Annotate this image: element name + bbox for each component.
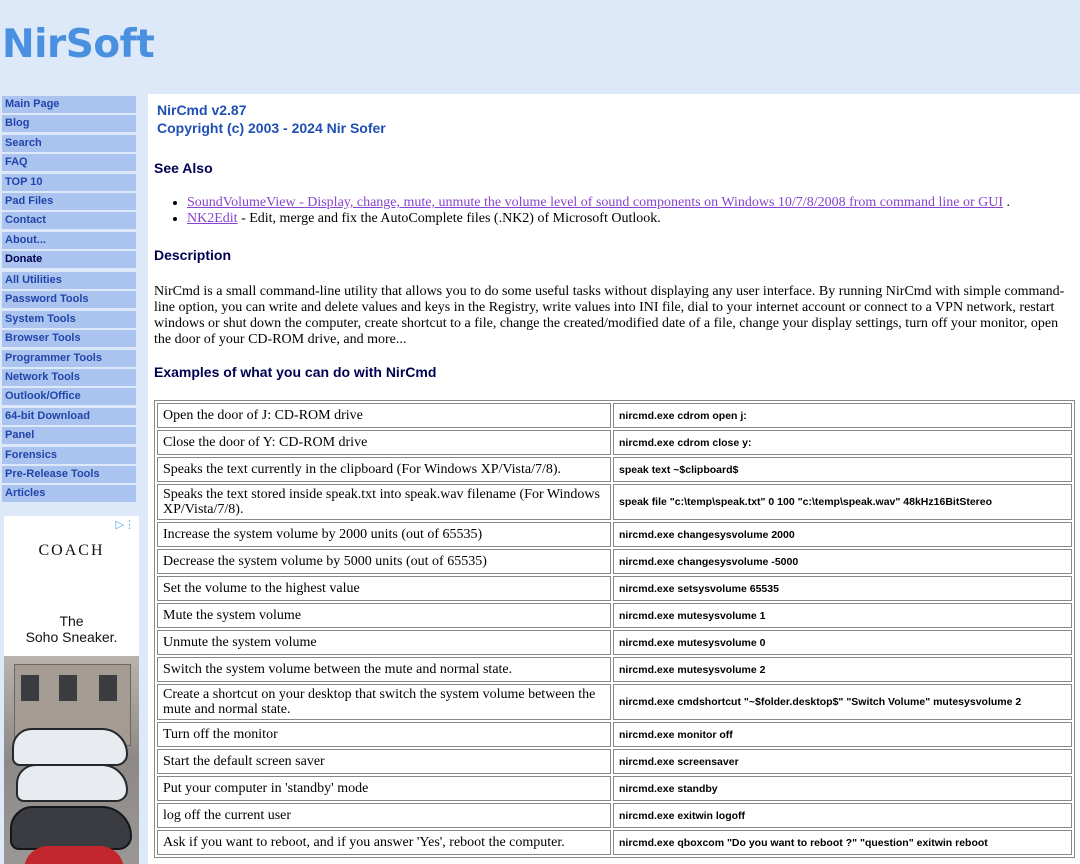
table-row — [157, 403, 1072, 428]
example-command: nircmd.exe setsysvolume 65535 — [613, 576, 1072, 601]
table-row — [157, 749, 1072, 774]
table-row — [157, 830, 1072, 855]
examples-table — [154, 400, 1075, 858]
sidebar-item-outlook-office[interactable]: Outlook/Office — [2, 388, 136, 405]
example-description: Put your computer in 'standby' mode — [157, 776, 611, 801]
table-row — [157, 430, 1072, 455]
sidebar-item-articles[interactable]: Articles — [2, 485, 136, 502]
sidebar-item-faq[interactable]: FAQ — [2, 154, 136, 171]
example-description: Speaks the text stored inside speak.txt into speak.wav filename (For Windows XP/Vista/7/8). — [157, 484, 611, 520]
table-row — [157, 803, 1072, 828]
advertisement[interactable] — [4, 516, 139, 864]
example-command: speak file "c:\temp\speak.txt" 0 100 "c:\temp\speak.wav" 48kHz16BitStereo — [613, 484, 1072, 520]
example-command: speak text ~$clipboard$ — [613, 457, 1072, 482]
sneaker-shape — [12, 728, 128, 766]
red-surface-shape — [24, 846, 124, 864]
sidebar-item-about[interactable]: About... — [2, 232, 136, 249]
example-command: nircmd.exe mutesysvolume 2 — [613, 657, 1072, 682]
example-description: Unmute the system volume — [157, 630, 611, 655]
sidebar-item-blog[interactable]: Blog — [2, 115, 136, 132]
ad-tagline: The Soho Sneaker. — [25, 613, 118, 645]
table-row — [157, 484, 1072, 520]
nk2edit-link[interactable]: NK2Edit — [187, 211, 238, 226]
table-row — [157, 549, 1072, 574]
example-command: nircmd.exe changesysvolume -5000 — [613, 549, 1072, 574]
see-also-heading: See Also — [154, 160, 213, 176]
table-row — [157, 603, 1072, 628]
sidebar-item-system-tools[interactable]: System Tools — [2, 311, 136, 328]
table-row — [157, 457, 1072, 482]
example-command: nircmd.exe mutesysvolume 0 — [613, 630, 1072, 655]
example-description: log off the current user — [157, 803, 611, 828]
description-text: NirCmd is a small command-line utility that allows you to do some useful tasks without displaying any user interface. By running NirCmd with simple command-line option, you can write and delete values and keys in the Registry, write values into INI file, dial to your internet account or connect to a VPN network, restart windows or shut down the computer, create shortcut to a file, change the created/modified date of a file, change your display settings, turn off your monitor, open the door of your CD-ROM drive, and more... — [154, 284, 1065, 347]
sidebar-menu-main — [2, 96, 136, 271]
nirsoft-logo[interactable]: NirSoft — [2, 22, 155, 67]
sneaker-shape — [10, 806, 132, 850]
ad-brand: COACH — [38, 542, 105, 559]
sneaker-shape — [16, 764, 128, 802]
example-description: Start the default screen saver — [157, 749, 611, 774]
example-command: nircmd.exe qboxcom "Do you want to reboot ?" "question" exitwin reboot — [613, 830, 1072, 855]
sidebar-item-forensics[interactable]: Forensics — [2, 447, 136, 464]
example-command: nircmd.exe exitwin logoff — [613, 803, 1072, 828]
example-command: nircmd.exe changesysvolume 2000 — [613, 522, 1072, 547]
sidebar-item-network-tools[interactable]: Network Tools — [2, 369, 136, 386]
example-command: nircmd.exe cdrom open j: — [613, 403, 1072, 428]
table-row — [157, 657, 1072, 682]
example-description: Create a shortcut on your desktop that switch the system volume between the mute and normal state. — [157, 684, 611, 720]
sidebar-item-64-bit-download[interactable]: 64-bit Download — [2, 408, 136, 425]
example-command: nircmd.exe cdrom close y: — [613, 430, 1072, 455]
sidebar-item-main-page[interactable]: Main Page — [2, 96, 136, 113]
sidebar-item-password-tools[interactable]: Password Tools — [2, 291, 136, 308]
sidebar-item-panel[interactable]: Panel — [2, 427, 136, 444]
main-content — [148, 94, 1080, 864]
example-description: Turn off the monitor — [157, 722, 611, 747]
sidebar-item-top-10[interactable]: TOP 10 — [2, 174, 136, 191]
page-title: NirCmd v2.87 Copyright (c) 2003 - 2024 Nir Sofer — [157, 102, 386, 136]
example-command: nircmd.exe monitor off — [613, 722, 1072, 747]
soundvolumeview-link[interactable]: SoundVolumeView - Display, change, mute, unmute the volume level of sound components on Windows 10/7/8/2008 from command line or GUI — [187, 195, 1004, 210]
example-description: Speaks the text currently in the clipboard (For Windows XP/Vista/7/8). — [157, 457, 611, 482]
table-row — [157, 684, 1072, 720]
example-description: Switch the system volume between the mute and normal state. — [157, 657, 611, 682]
ad-sneaker-image — [4, 656, 139, 864]
example-description: Mute the system volume — [157, 603, 611, 628]
example-description: Close the door of Y: CD-ROM drive — [157, 430, 611, 455]
sidebar-item-programmer-tools[interactable]: Programmer Tools — [2, 350, 136, 367]
site-header — [0, 0, 1080, 94]
table-row — [157, 522, 1072, 547]
table-row — [157, 776, 1072, 801]
sidebar-menu-categories — [2, 272, 136, 505]
example-description: Set the volume to the highest value — [157, 576, 611, 601]
example-command: nircmd.exe standby — [613, 776, 1072, 801]
ad-choices-icon[interactable]: ▷⋮ — [115, 518, 135, 531]
example-command: nircmd.exe mutesysvolume 1 — [613, 603, 1072, 628]
list-item: • NK2Edit - Edit, merge and fix the AutoComplete files (.NK2) of Microsoft Outlook. — [187, 211, 1010, 227]
example-command: nircmd.exe screensaver — [613, 749, 1072, 774]
table-row — [157, 576, 1072, 601]
example-description: Open the door of J: CD-ROM drive — [157, 403, 611, 428]
sidebar-item-pad-files[interactable]: Pad Files — [2, 193, 136, 210]
description-heading: Description — [154, 247, 232, 263]
table-row — [157, 722, 1072, 747]
examples-heading: Examples of what you can do with NirCmd — [154, 364, 437, 380]
example-command: nircmd.exe cmdshortcut "~$folder.desktop$" "Switch Volume" mutesysvolume 2 — [613, 684, 1072, 720]
sidebar-item-browser-tools[interactable]: Browser Tools — [2, 330, 136, 347]
example-description: Ask if you want to reboot, and if you answer 'Yes', reboot the computer. — [157, 830, 611, 855]
example-description: Increase the system volume by 2000 units (out of 65535) — [157, 522, 611, 547]
list-item: • SoundVolumeView - Display, change, mute, unmute the volume level of sound components on Windows 10/7/8/2008 from command line or GUI . — [187, 195, 1010, 211]
example-description: Decrease the system volume by 5000 units (out of 65535) — [157, 549, 611, 574]
sidebar-item-all-utilities[interactable]: All Utilities — [2, 272, 136, 289]
sidebar-item-pre-release-tools[interactable]: Pre-Release Tools — [2, 466, 136, 483]
table-row — [157, 630, 1072, 655]
sidebar-item-search[interactable]: Search — [2, 135, 136, 152]
sidebar-item-donate[interactable]: Donate — [2, 251, 136, 268]
see-also-list — [168, 195, 1010, 227]
sidebar-item-contact[interactable]: Contact — [2, 212, 136, 229]
